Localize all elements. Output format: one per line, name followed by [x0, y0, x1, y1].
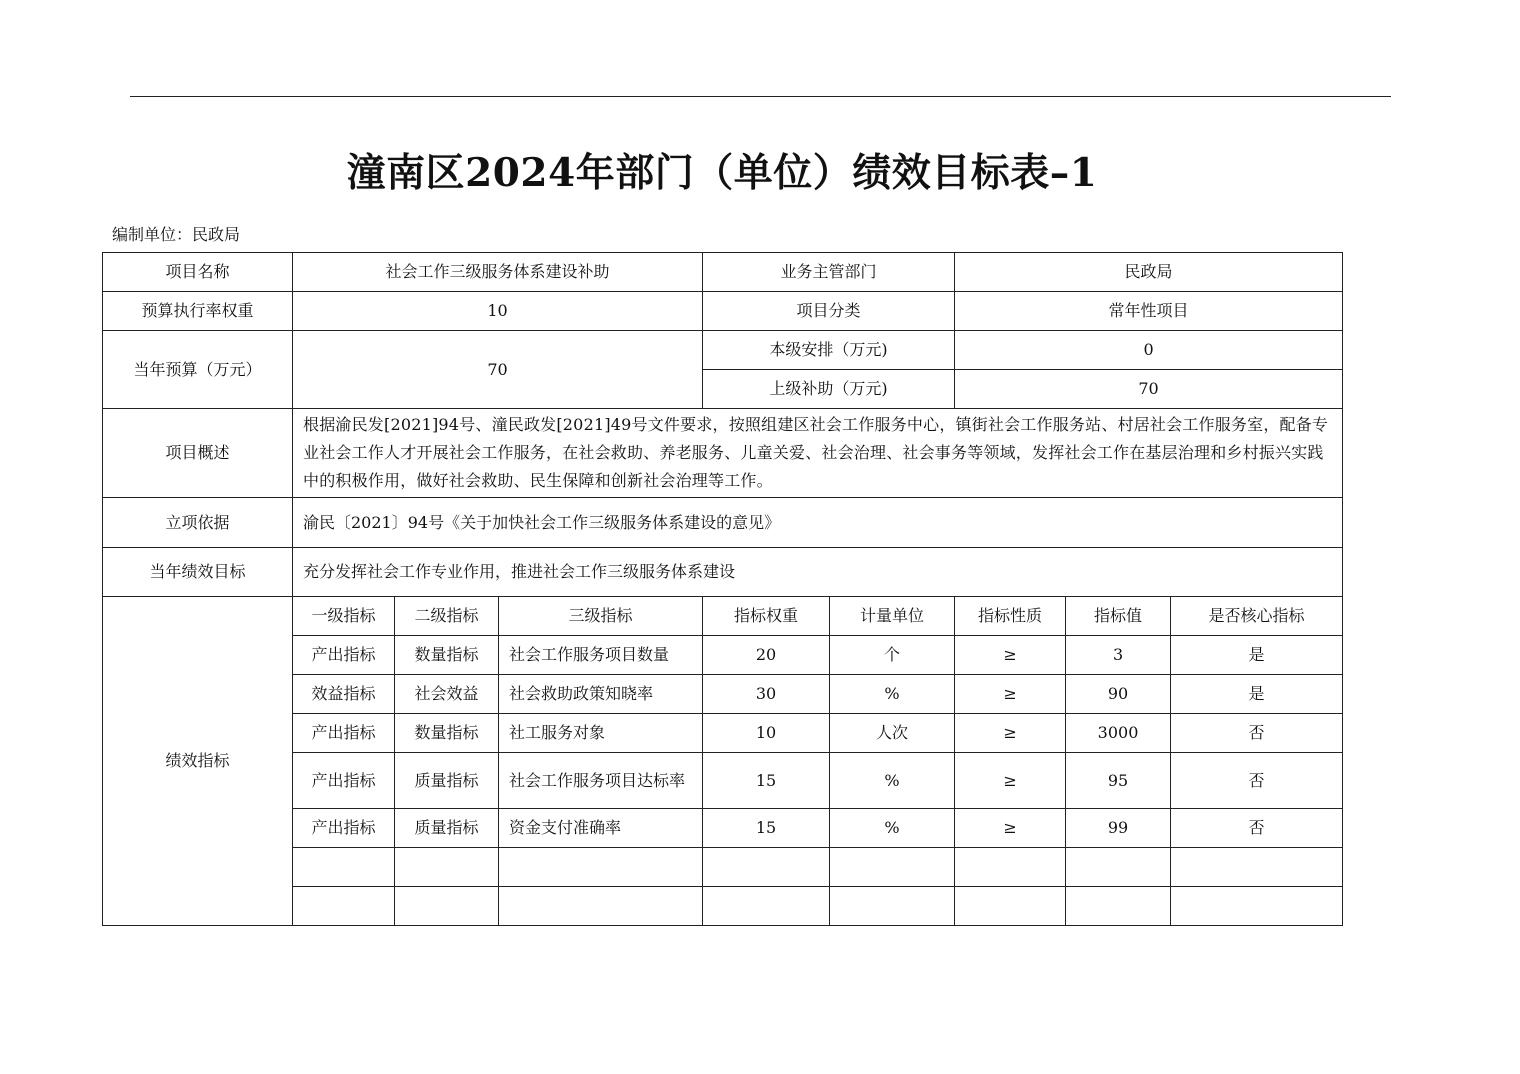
local-allocation-value: 0 [955, 331, 1343, 370]
indicator-weight: 15 [703, 809, 830, 848]
indicator-level3: 社会救助政策知晓率 [499, 675, 703, 714]
project-category-label: 项目分类 [703, 292, 955, 331]
department-value: 民政局 [955, 253, 1343, 292]
row-project-name [103, 253, 1343, 292]
annual-budget-label: 当年预算（万元） [103, 331, 293, 409]
upper-subsidy-value: 70 [955, 370, 1343, 409]
empty-cell [293, 848, 395, 887]
row-annual-goal [103, 548, 1343, 597]
empty-cell [830, 848, 955, 887]
indicator-core: 否 [1171, 714, 1343, 753]
indicator-level1: 产出指标 [293, 636, 395, 675]
indicator-value: 99 [1066, 809, 1171, 848]
empty-cell [395, 887, 499, 926]
empty-cell [955, 848, 1066, 887]
annual-goal-value: 充分发挥社会工作专业作用，推进社会工作三级服务体系建设 [293, 548, 1343, 597]
indicator-nature: ≥ [955, 714, 1066, 753]
project-name-label: 项目名称 [103, 253, 293, 292]
indicator-unit: % [830, 675, 955, 714]
indicator-core: 是 [1171, 675, 1343, 714]
header-level1: 一级指标 [293, 597, 395, 636]
indicator-core: 否 [1171, 753, 1343, 809]
indicator-level1: 产出指标 [293, 809, 395, 848]
budget-weight-value: 10 [293, 292, 703, 331]
indicator-level1: 效益指标 [293, 675, 395, 714]
row-budget-weight [103, 292, 1343, 331]
indicator-unit: % [830, 809, 955, 848]
compiling-unit-value: 民政局 [192, 225, 241, 244]
performance-target-table [102, 252, 1343, 926]
empty-cell [1066, 887, 1171, 926]
row-project-summary [103, 409, 1343, 498]
project-summary-label: 项目概述 [103, 409, 293, 498]
row-budget-local [103, 331, 1343, 370]
indicator-value: 90 [1066, 675, 1171, 714]
annual-budget-value: 70 [293, 331, 703, 409]
indicator-level3: 社工服务对象 [499, 714, 703, 753]
header-nature: 指标性质 [955, 597, 1066, 636]
header-level3: 三级指标 [499, 597, 703, 636]
indicator-value: 3 [1066, 636, 1171, 675]
project-basis-value: 渝民〔2021〕94号《关于加快社会工作三级服务体系建设的意见》 [293, 498, 1343, 548]
empty-cell [830, 887, 955, 926]
local-allocation-label: 本级安排（万元) [703, 331, 955, 370]
budget-weight-label: 预算执行率权重 [103, 292, 293, 331]
indicator-level2: 社会效益 [395, 675, 499, 714]
indicator-weight: 30 [703, 675, 830, 714]
indicator-value: 95 [1066, 753, 1171, 809]
indicator-header-row [103, 597, 1343, 636]
empty-cell [499, 848, 703, 887]
header-rule [130, 96, 1391, 97]
indicator-nature: ≥ [955, 753, 1066, 809]
empty-cell [395, 848, 499, 887]
header-value: 指标值 [1066, 597, 1171, 636]
indicator-nature: ≥ [955, 636, 1066, 675]
indicator-unit: 个 [830, 636, 955, 675]
indicator-weight: 20 [703, 636, 830, 675]
indicator-nature: ≥ [955, 675, 1066, 714]
header-unit: 计量单位 [830, 597, 955, 636]
empty-cell [1171, 887, 1343, 926]
indicator-weight: 15 [703, 753, 830, 809]
indicator-value: 3000 [1066, 714, 1171, 753]
empty-cell [703, 848, 830, 887]
indicator-level3: 社会工作服务项目数量 [499, 636, 703, 675]
indicator-level2: 质量指标 [395, 753, 499, 809]
empty-cell [1171, 848, 1343, 887]
row-project-basis [103, 498, 1343, 548]
empty-cell [1066, 848, 1171, 887]
indicator-level2: 质量指标 [395, 809, 499, 848]
empty-cell [703, 887, 830, 926]
indicator-weight: 10 [703, 714, 830, 753]
empty-cell [955, 887, 1066, 926]
header-weight: 指标权重 [703, 597, 830, 636]
compiling-unit [112, 222, 240, 245]
empty-cell [293, 887, 395, 926]
annual-goal-label: 当年绩效目标 [103, 548, 293, 597]
indicator-level3: 资金支付准确率 [499, 809, 703, 848]
empty-cell [499, 887, 703, 926]
indicator-level2: 数量指标 [395, 714, 499, 753]
header-level2: 二级指标 [395, 597, 499, 636]
upper-subsidy-label: 上级补助（万元) [703, 370, 955, 409]
indicator-level1: 产出指标 [293, 753, 395, 809]
page-title: 潼南区2024年部门（单位）绩效目标表–1 [346, 150, 1098, 196]
project-summary-value: 根据渝民发[2021]94号、潼民政发[2021]49号文件要求，按照组建区社会工作服务中心，镇街社会工作服务站、村居社会工作服务室，配备专业社会工作人才开展社会工作服务，在社会救助、养老服务、儿童关爱、社会治理、社会事务等领域，发挥社会工作在基层治理和乡村振兴实践中的积极作用，做好社会救助、民生保障和创新社会治理等工作。 [293, 409, 1343, 498]
indicator-nature: ≥ [955, 809, 1066, 848]
header-core: 是否核心指标 [1171, 597, 1343, 636]
compiling-unit-label: 编制单位： [112, 225, 193, 244]
indicators-section-label: 绩效指标 [103, 597, 293, 926]
project-category-value: 常年性项目 [955, 292, 1343, 331]
indicator-level1: 产出指标 [293, 714, 395, 753]
project-basis-label: 立项依据 [103, 498, 293, 548]
indicator-core: 是 [1171, 636, 1343, 675]
indicator-level2: 数量指标 [395, 636, 499, 675]
indicator-unit: % [830, 753, 955, 809]
indicator-unit: 人次 [830, 714, 955, 753]
project-name-value: 社会工作三级服务体系建设补助 [293, 253, 703, 292]
department-label: 业务主管部门 [703, 253, 955, 292]
indicator-core: 否 [1171, 809, 1343, 848]
indicator-level3: 社会工作服务项目达标率 [499, 753, 703, 809]
